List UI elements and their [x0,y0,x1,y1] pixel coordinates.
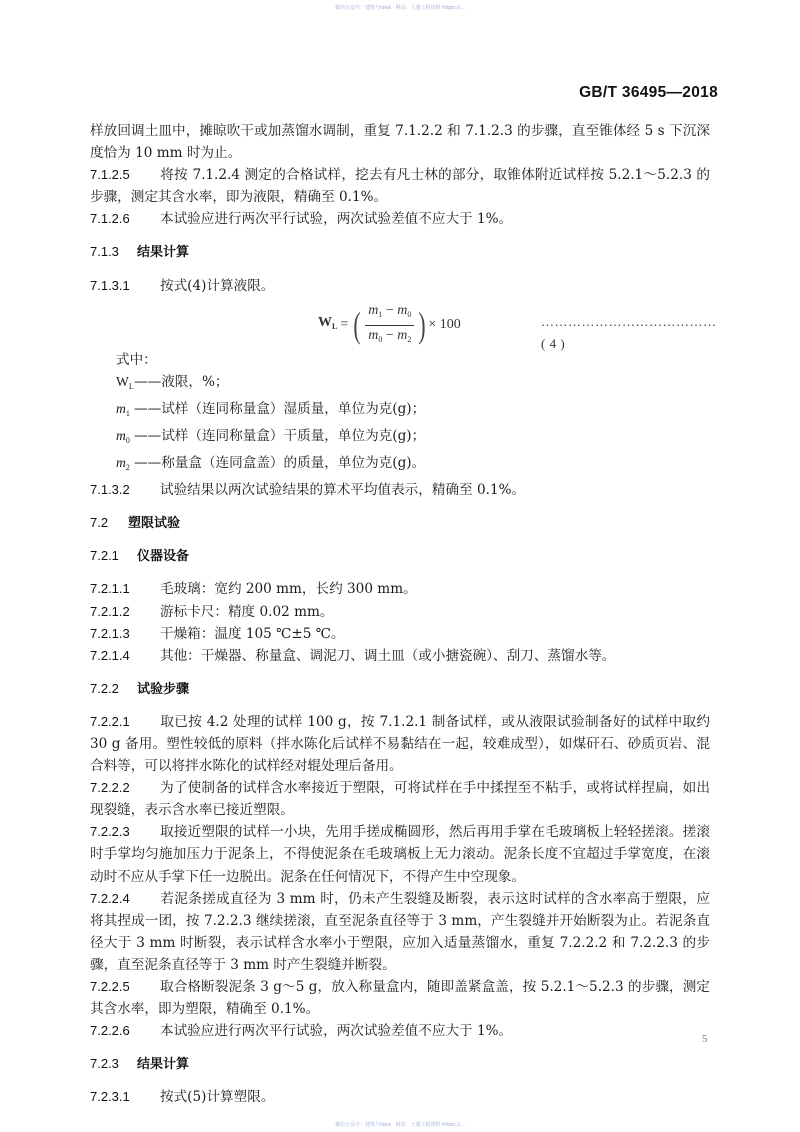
heading-title: 塑限试验 [128,515,181,531]
clause-text: 游标卡尺：精度 0.02 mm。 [160,603,334,620]
watermark-top: 微信公众号：建筑与idea · 网站：土建工程资料 https://... [335,5,465,11]
clause-number: 7.2.1.3 [90,625,130,641]
continued-paragraph: 样放回调土皿中，摊晾吹干或加蒸馏水调制，重复 7.1.2.2 和 7.1.2.3 的步骤，直至锥体经 5 s 下沉深度恰为 10 mm 时为止。 [90,123,710,162]
heading-title: 仪器设备 [137,548,190,564]
clause-7-1-3-1 [90,275,710,297]
right-paren: ) [418,305,427,346]
clause-7-2-2-3 [90,821,710,887]
clause-7-2-1-1 [90,578,710,600]
symbol: $m_1$ [116,400,130,418]
definition-text: ——试样（连同称量盒）湿质量，单位为克(g)； [134,400,426,417]
clause-7-2-2-6 [90,1020,710,1042]
clause-7-1-2-6 [90,208,710,230]
clause-number: 7.2.1.2 [90,603,130,619]
definition-text: ——称量盒（连同盒盖）的质量，单位为克(g)。 [134,455,426,472]
definition-text: ——液限，%； [134,373,229,390]
heading-title: 试验步骤 [137,680,190,696]
clause-number: 7.2.3.1 [90,1089,130,1105]
clause-7-1-3-2 [90,479,710,501]
clause-text: 本试验应进行两次平行试验，两次试验差值不应大于 1%。 [160,1023,513,1040]
heading-number: 7.2 [90,515,109,531]
clause-7-2-2-5 [90,976,710,1020]
clause-number: 7.2.2.3 [90,824,130,840]
clause-text: 为了使制备的试样含水率接近于塑限，可将试样在手中揉捏至不粘手，或将试样捏扁，如出现裂缝，表示含水率已接近塑限。 [90,780,710,819]
heading-number: 7.1.3 [90,244,119,260]
clause-number: 7.2.2.4 [90,890,130,906]
clause-number: 7.2.1.4 [90,647,130,663]
clause-text: 干燥箱：温度 105 ℃±5 ℃。 [160,625,345,642]
clause-7-2-3-1 [90,1086,710,1108]
clause-7-2-2-1 [90,711,710,777]
clause-number: 7.2.1.1 [90,581,130,597]
clause-7-1-2-5 [90,164,710,208]
heading-title: 结果计算 [137,1056,190,1072]
formula-equals: = [340,317,349,333]
clause-text: 毛玻璃：宽约 200 mm，长约 300 mm。 [160,581,417,598]
definition-m2 [90,452,710,479]
clause-7-2-1-4 [90,645,710,667]
clause-text: 取已按 4.2 处理的试样 100 g，按 7.1.2.1 制备试样，或从液限试验制备好的试样中取约 30 g 备用。塑性较低的原料（拌水陈化后试样不易黏结在一起，较难成型），如煤矸石、砂质页岩、混合料等，可以将拌水陈化的试样经对辊处理后备用。 [90,713,710,775]
formula-lhs: $W_L$ [318,315,338,332]
left-paren: ( [353,305,361,346]
clause-text: 本试验应进行两次平行试验，两次试验差值不应大于 1%。 [160,211,513,228]
clause-7-2-1-2 [90,601,710,623]
liquid-limit-formula [318,302,461,349]
clause-number: 7.2.2.2 [90,780,130,796]
heading-7-2-1 [90,545,710,567]
clause-number: 7.2.2.5 [90,979,130,994]
definition-text: ——试样（连同称量盒）干质量，单位为克(g)； [134,427,426,444]
heading-7-2 [90,512,710,534]
clause-text: 若泥条搓成直径为 3 mm 时，仍未产生裂缝及断裂，表示这时试样的含水率高于塑限，应将其捏成一团，按 7.2.2.3 继续搓滚，直至泥条直径等于 3 mm，产生裂缝并开始断裂为止。若泥条直径大于 3 mm 时断裂，表示试样含水率小于塑限，应加入适量蒸馏水，重复 7.2.2.2 和 7.2.2.3 的步骤，直至泥条直径等于 3 mm 时产生裂缝并断裂。 [90,890,710,973]
clause-text: 按式(4)计算液限。 [160,277,275,294]
clause-number: 7.2.2.1 [90,713,130,729]
heading-7-2-2 [90,678,710,700]
definition-m1 [90,398,710,425]
formula-4 [90,300,717,351]
heading-7-1-3 [90,241,710,263]
symbol: $m_0$ [116,427,130,445]
heading-title: 结果计算 [137,244,190,260]
clause-7-2-2-4 [90,888,710,976]
heading-number: 7.2.2 [90,680,119,696]
watermark-bottom: 微信公众号：建筑与idea · 网站：土建工程资料 https://... [335,1122,465,1128]
clause-number: 7.1.3.1 [90,277,130,293]
heading-number: 7.2.1 [90,548,119,564]
definition-m0 [90,425,710,452]
definition-WL [90,371,710,398]
clause-7-2-2-2 [90,777,710,821]
clause-text: 取合格断裂泥条 3 g～5 g，放入称量盒内，随即盖紧盒盖，按 5.2.1～5.2.3 的步骤，测定其含水率，即为塑限，精确至 0.1%。 [90,979,710,1018]
page-number: 5 [702,1033,708,1045]
clause-number: 7.1.2.6 [90,211,130,227]
heading-7-2-3 [90,1053,710,1075]
clause-text: 其他：干燥器、称量盒、调泥刀、调土皿（或小搪瓷碗）、刮刀、蒸馏水等。 [160,647,616,664]
clause-number: 7.1.3.2 [90,482,130,498]
clause-text: 将按 7.1.2.4 测定的合格试样，挖去有凡士林的部分，取锥体附近试样按 5.2.1～5.2.3 的步骤，测定其含水率，即为液限，精确至 0.1%。 [90,167,710,206]
clause-text: 试验结果以两次试验结果的算术平均值表示，精确至 0.1%。 [160,482,526,499]
clause-7-2-1-3 [90,623,710,645]
symbol: $m_2$ [116,455,130,473]
fraction-numerator: $m_1 - m_0$ [365,302,414,326]
clause-text: 按式(5)计算塑限。 [160,1089,275,1106]
clause-number: 7.2.2.6 [90,1023,130,1039]
fraction-denominator: $m_0 - m_2$ [368,327,412,344]
clause-text: 取接近塑限的试样一小块，先用手搓成椭圆形，然后再用手掌在毛玻璃板上轻轻搓滚。搓滚时手掌均匀施加压力于泥条上，不得使泥条在毛玻璃板上无力滚动。泥条长度不宜超过手掌宽度，在滚动时不应从手掌下任一边脱出。泥条在任何情况下，不得产生中空现象。 [90,824,710,885]
document-body [90,120,717,1108]
symbol: $W_L$ [116,373,134,391]
heading-number: 7.2.3 [90,1056,119,1072]
standard-number: GB/T 36495—2018 [579,84,718,101]
formula-fraction [363,302,416,349]
equation-number: …………………………………( 4 ) [541,313,717,351]
where-label: 式中： [116,351,157,368]
formula-multiplier: × 100 [428,317,461,333]
clause-number: 7.1.2.5 [90,167,130,183]
